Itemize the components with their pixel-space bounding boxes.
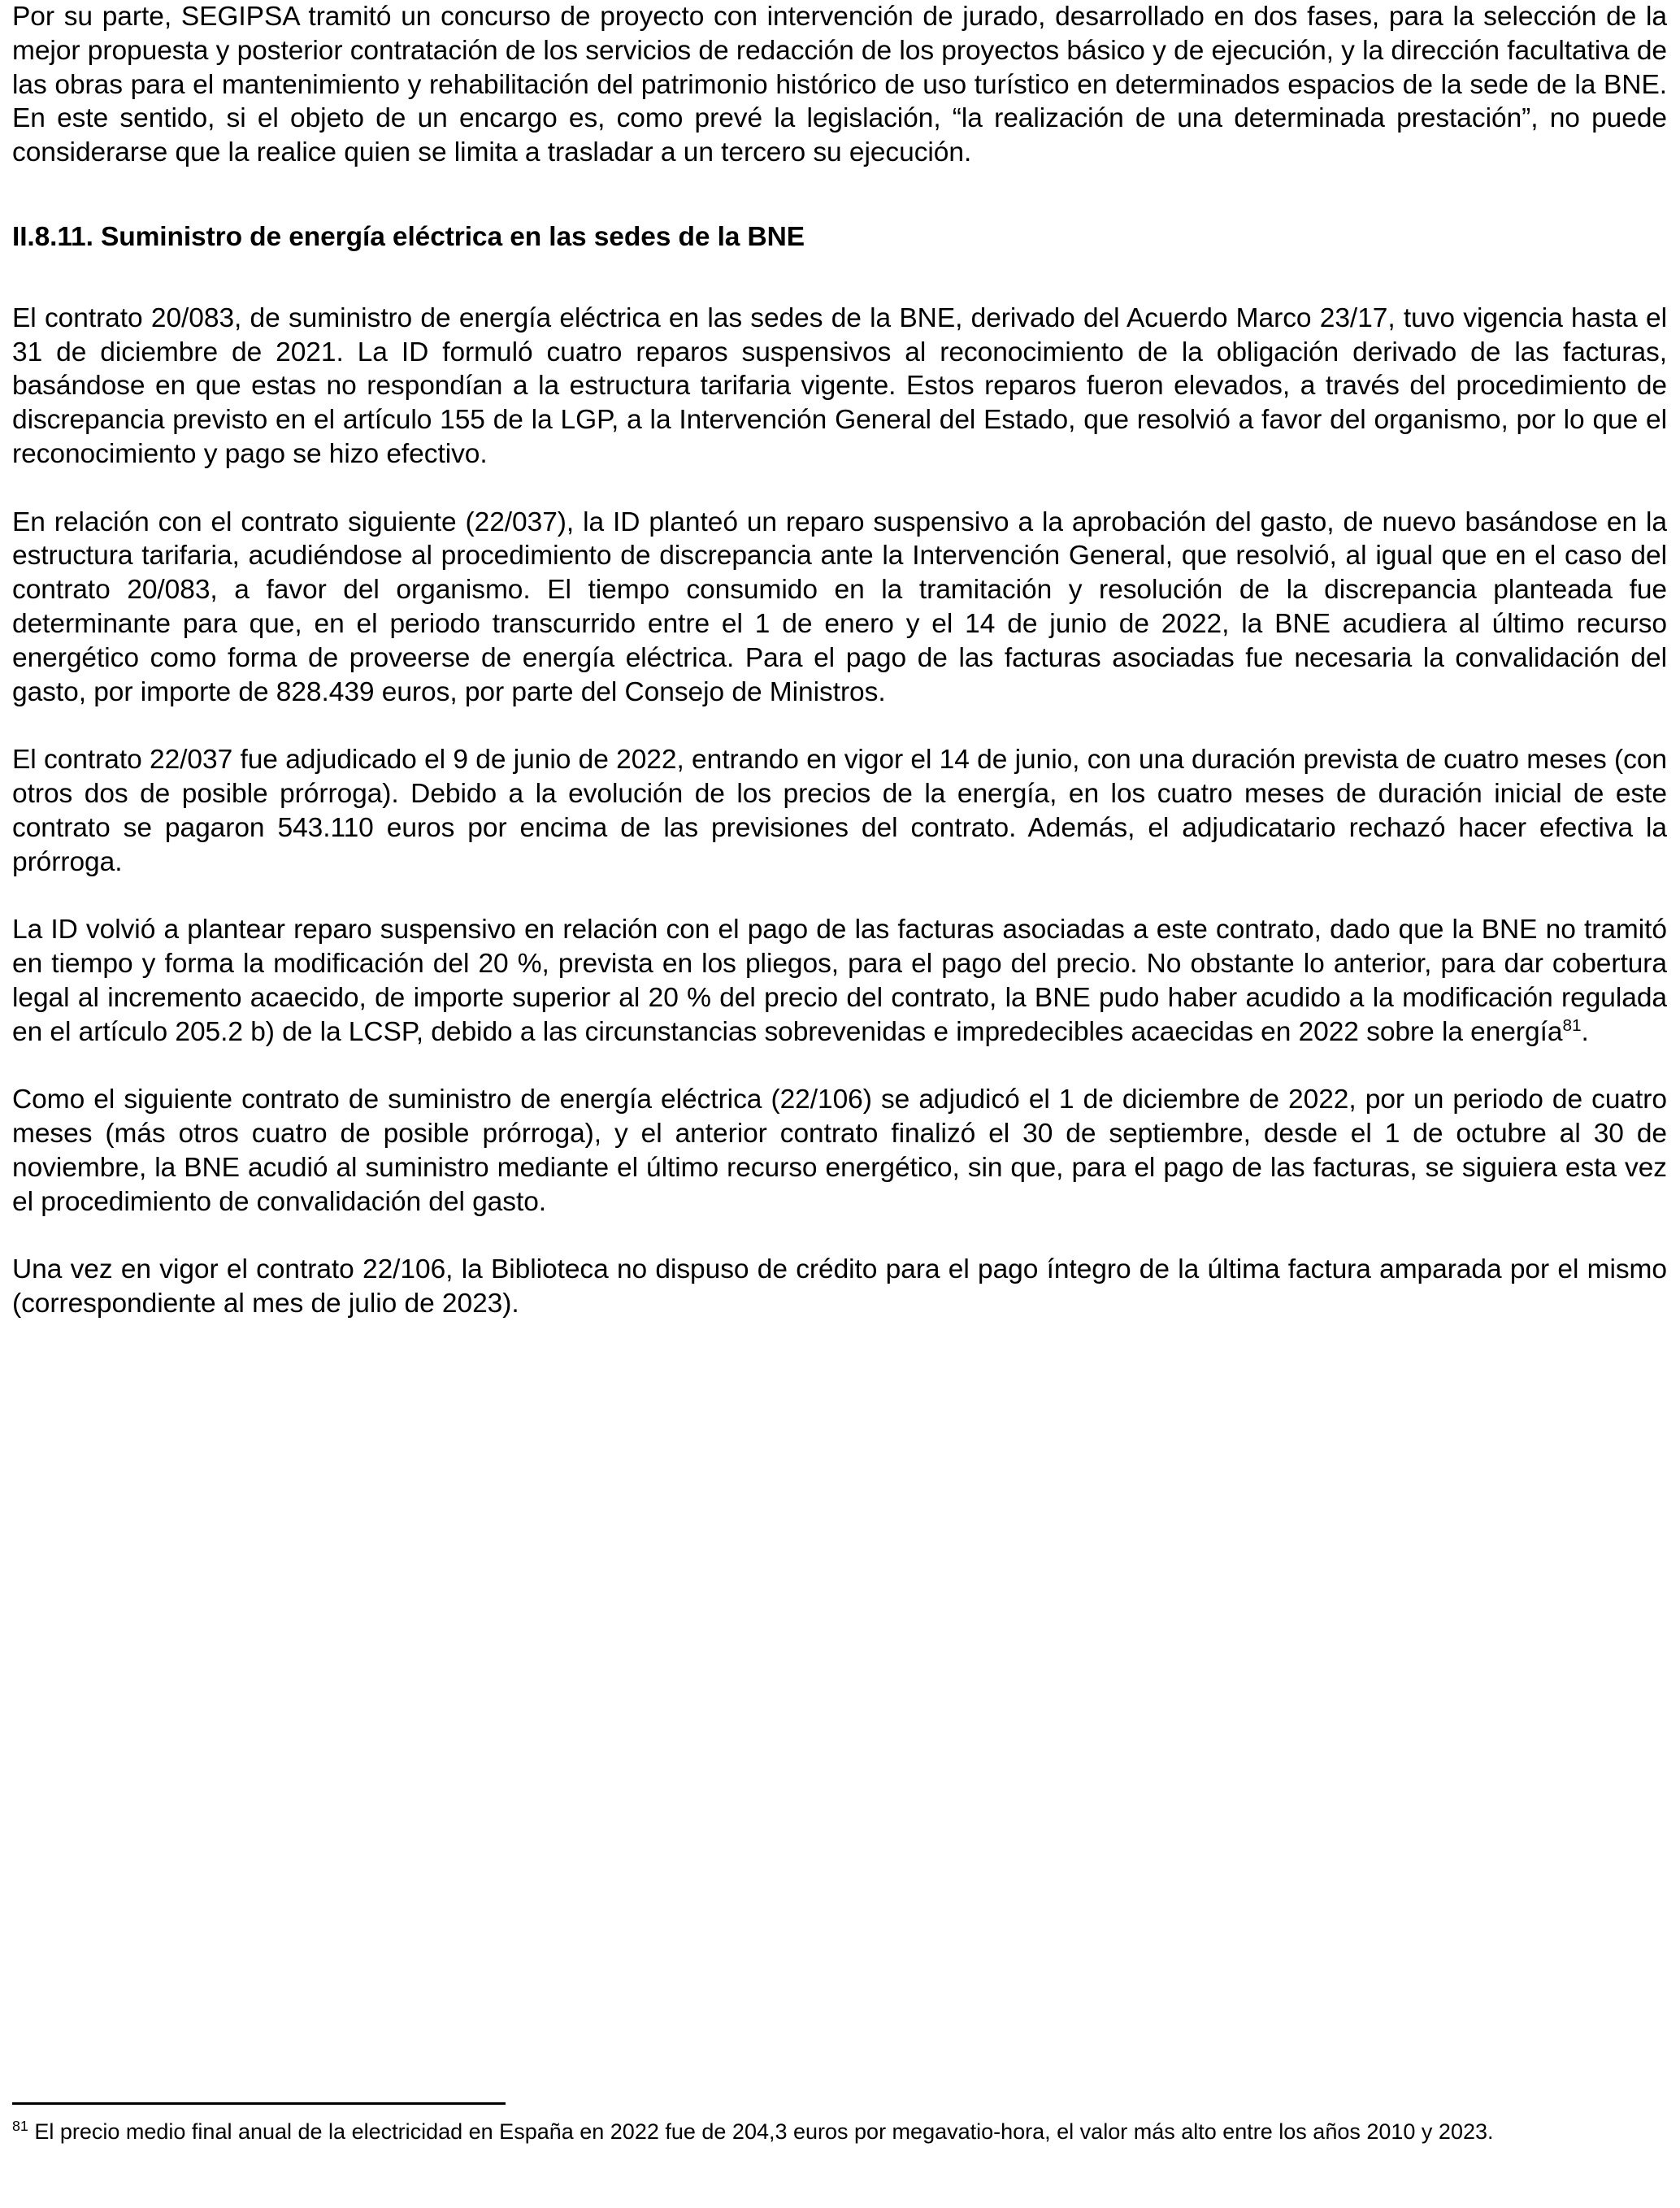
- footnote-separator-rule: [12, 2102, 506, 2105]
- paragraph-text-before-footnote-ref: La ID volvió a plantear reparo suspensivo en relación con el pago de las facturas asociadas a este contrato, dado que la BNE no tramitó en tiempo y forma la modificación del 20 %, prevista en los pliegos, para el pago del precio. No obstante lo anterior, para dar cobertura legal al incremento acaecido, de importe superior al 20 % del precio del contrato, la BNE pudo haber acudido a la modificación regulada en el artículo 205.2 b) de la LCSP, debido a las circunstancias sobrevenidas e impredecibles acaecidas en 2022 sobre la energía: [12, 915, 1667, 1047]
- page-content: [12, 0, 1667, 1321]
- paragraph-contrato-22037-relacion: En relación con el contrato siguiente (22/037), la ID planteó un reparo suspensivo a la aprobación del gasto, de nuevo basándose en la estructura tarifaria, acudiéndose al procedimiento de discrepancia ante la Intervención General, que resolvió, al igual que en el caso del contrato 20/083, a favor del organismo. El tiempo consumido en la tramitación y resolución de la discrepancia planteada fue determinante para que, en el periodo transcurrido entre el 1 de enero y el 14 de junio de 2022, la BNE acudiera al último recurso energético como forma de proveerse de energía eléctrica. Para el pago de las facturas asociadas fue necesaria la convalidación del gasto, por importe de 828.439 euros, por parte del Consejo de Ministros.: [12, 506, 1667, 707]
- paragraph-contrato-20083: El contrato 20/083, de suministro de energía eléctrica en las sedes de la BNE, derivado del Acuerdo Marco 23/17, tuvo vigencia hasta el 31 de diciembre de 2021. La ID formuló cuatro reparos suspensivos al reconocimiento de la obligación derivado de las facturas, basándose en que estas no respondían a la estructura tarifaria vigente. Estos reparos fueron elevados, a través del procedimiento de discrepancia previsto en el artículo 155 de la LGP, a la Intervención General del Estado, que resolvió a favor del organismo, por lo que el reconocimiento y pago se hizo efectivo.: [12, 302, 1667, 469]
- paragraph-text-after-footnote-ref: .: [1581, 1016, 1589, 1047]
- footnote-reference-81[interactable]: 81: [1562, 1015, 1582, 1035]
- paragraph-id-reparo-suspensivo: [12, 913, 1667, 1049]
- paragraph-contrato-22106: Como el siguiente contrato de suministro de energía eléctrica (22/106) se adjudicó el 1 de diciembre de 2022, por un periodo de cuatro meses (más otros cuatro de posible prórroga), y el anterior contrato finalizó el 30 de septiembre, desde el 1 de octubre al 30 de noviembre, la BNE acudió al suministro mediante el último recurso energético, sin que, para el pago de las facturas, se siguiera esta vez el procedimiento de convalidación del gasto.: [12, 1084, 1667, 1217]
- footnote-marker-81: 81: [12, 2118, 28, 2134]
- paragraph-segipsa: Por su parte, SEGIPSA tramitó un concurso de proyecto con intervención de jurado, desarrollado en dos fases, para la selección de la mejor propuesta y posterior contratación de los servicios de redacción de los proyectos básico y de ejecución, y la dirección facultativa de las obras para el mantenimiento y rehabilitación del patrimonio histórico de uso turístico en determinados espacios de la sede de la BNE. En este sentido, si el objeto de un encargo es, como prevé la legislación, “la realización de una determinada prestación”, no puede considerarse que la realice quien se limita a trasladar a un tercero su ejecución.: [12, 2, 1667, 168]
- paragraph-credito-factura: Una vez en vigor el contrato 22/106, la Biblioteca no dispuso de crédito para el pago íntegro de la última factura amparada por el mismo (correspondiente al mes de julio de 2023).: [12, 1254, 1667, 1319]
- footnote-body-text: El precio medio final anual de la electricidad en España en 2022 fue de 204,3 euros por megavatio-hora, el valor más alto entre los años 2010 y 2023.: [34, 2119, 1494, 2144]
- heading-top-spacer: [12, 170, 1667, 220]
- paragraph-contrato-22037-adjudicacion: El contrato 22/037 fue adjudicado el 9 de junio de 2022, entrando en vigor el 14 de junio, con una duración prevista de cuatro meses (con otros dos de posible prórroga). Debido a la evolución de los precios de la energía, en los cuatro meses de duración inicial de este contrato se pagaron 543.110 euros por encima de las previsiones del contrato. Además, el adjudicatario rechazó hacer efectiva la prórroga.: [12, 745, 1667, 877]
- heading-bottom-spacer: [12, 254, 1667, 302]
- footnote-area: [12, 2102, 1667, 2146]
- footnote-item-81: [12, 2118, 1667, 2146]
- section-heading-ii-8-11: II.8.11. Suministro de energía eléctrica en las sedes de la BNE: [12, 221, 805, 252]
